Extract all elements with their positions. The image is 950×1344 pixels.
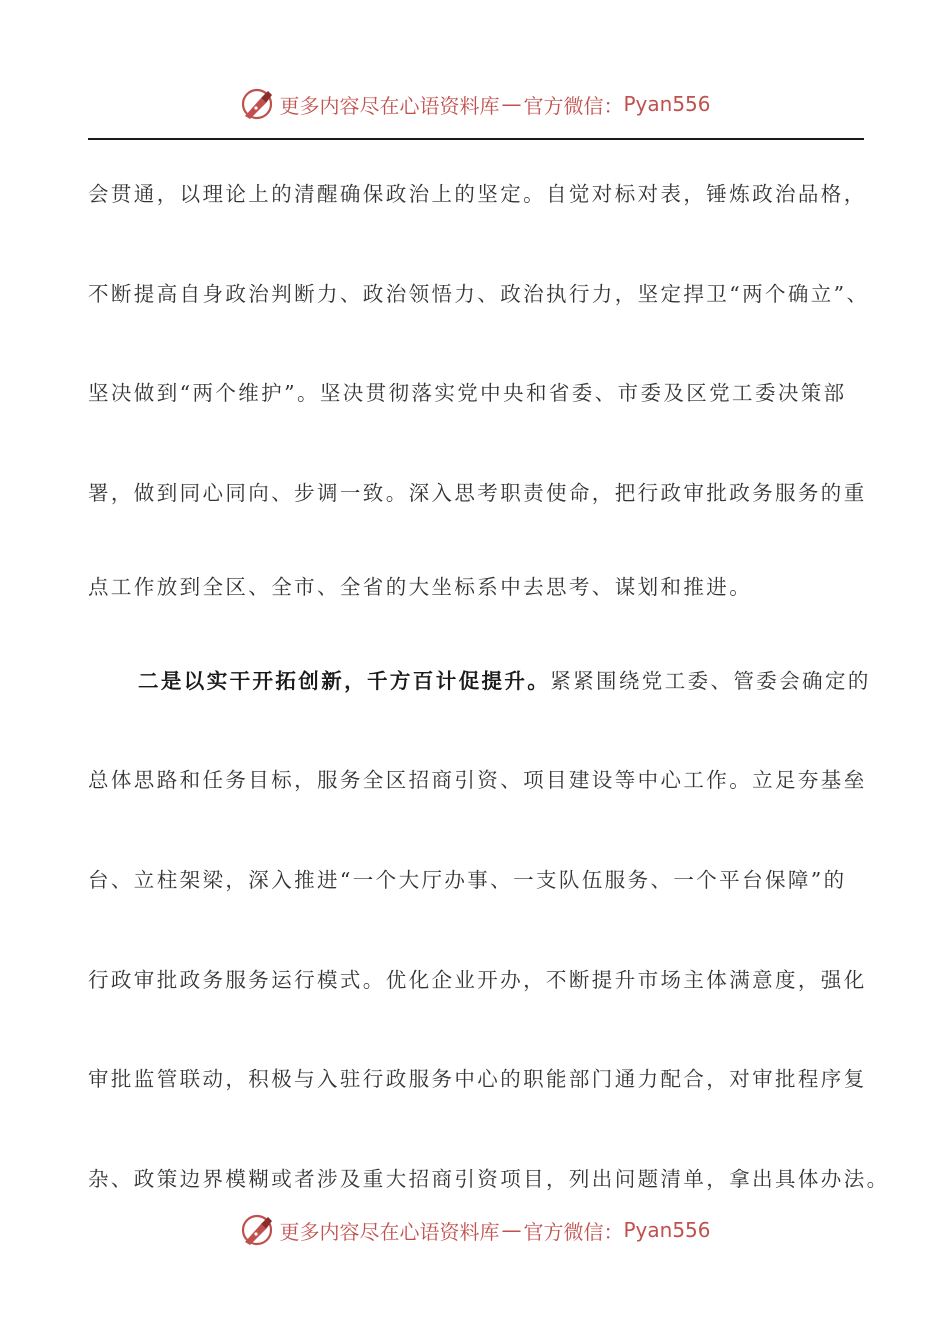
body-line: 行政审批政务服务运行模式。优化企业开办，不断提升市场主体满意度，强化 [88, 967, 867, 992]
header-site-text: 更多内容尽在心语资料库 [279, 93, 500, 118]
page-footer [0, 1208, 950, 1252]
header-account: Pyan556 [623, 92, 711, 116]
body-line: 总体思路和任务目标，服务全区招商引资、项目建设等中心工作。立足夯基垒 [88, 768, 867, 793]
paragraph-2-heading: 二是以实干开拓创新，千方百计促提升。 [138, 668, 551, 693]
body-line: 不断提高自身政治判断力、政治领悟力、政治执行力，坚定捍卫“两个确立”、 [88, 281, 870, 306]
paragraph-2-first-tail: 紧紧围绕党工委、管委会确定的 [550, 668, 871, 693]
pen-nib-circle-icon [239, 86, 275, 122]
document-body [88, 142, 890, 1227]
footer-account: Pyan556 [623, 1218, 711, 1242]
header-divider [88, 138, 864, 140]
header-dash: — [501, 92, 522, 116]
footer-wechat-label: 官方微信： [523, 1219, 624, 1244]
paragraph-2-first-line [88, 629, 878, 729]
body-line: 台、立柱架梁，深入推进“一个大厅办事、一支队伍服务、一个平台保障”的 [88, 867, 847, 892]
page-header [0, 82, 950, 126]
footer-dash: — [501, 1218, 522, 1242]
body-line: 审批监管联动，积极与入驻行政服务中心的职能部门通力配合，对审批程序复 [88, 1067, 867, 1092]
body-line: 署，做到同心同向、步调一致。深入思考职责使命，把行政审批政务服务的重 [88, 480, 867, 505]
header-wechat-label: 官方微信： [523, 93, 624, 118]
body-line: 坚决做到“两个维护”。坚决贯彻落实党中央和省委、市委及区党工委决策部 [88, 381, 847, 406]
footer-site-text: 更多内容尽在心语资料库 [279, 1219, 500, 1244]
body-line: 点工作放到全区、全市、全省的大坐标系中去思考、谋划和推进。 [88, 574, 753, 599]
body-line: 杂、政策边界模糊或者涉及重大招商引资项目，列出问题清单，拿出具体办法。 [88, 1167, 890, 1192]
pen-nib-circle-icon [239, 1212, 275, 1248]
body-line: 会贯通，以理论上的清醒确保政治上的坚定。自觉对标对表，锤炼政治品格， [88, 181, 867, 206]
